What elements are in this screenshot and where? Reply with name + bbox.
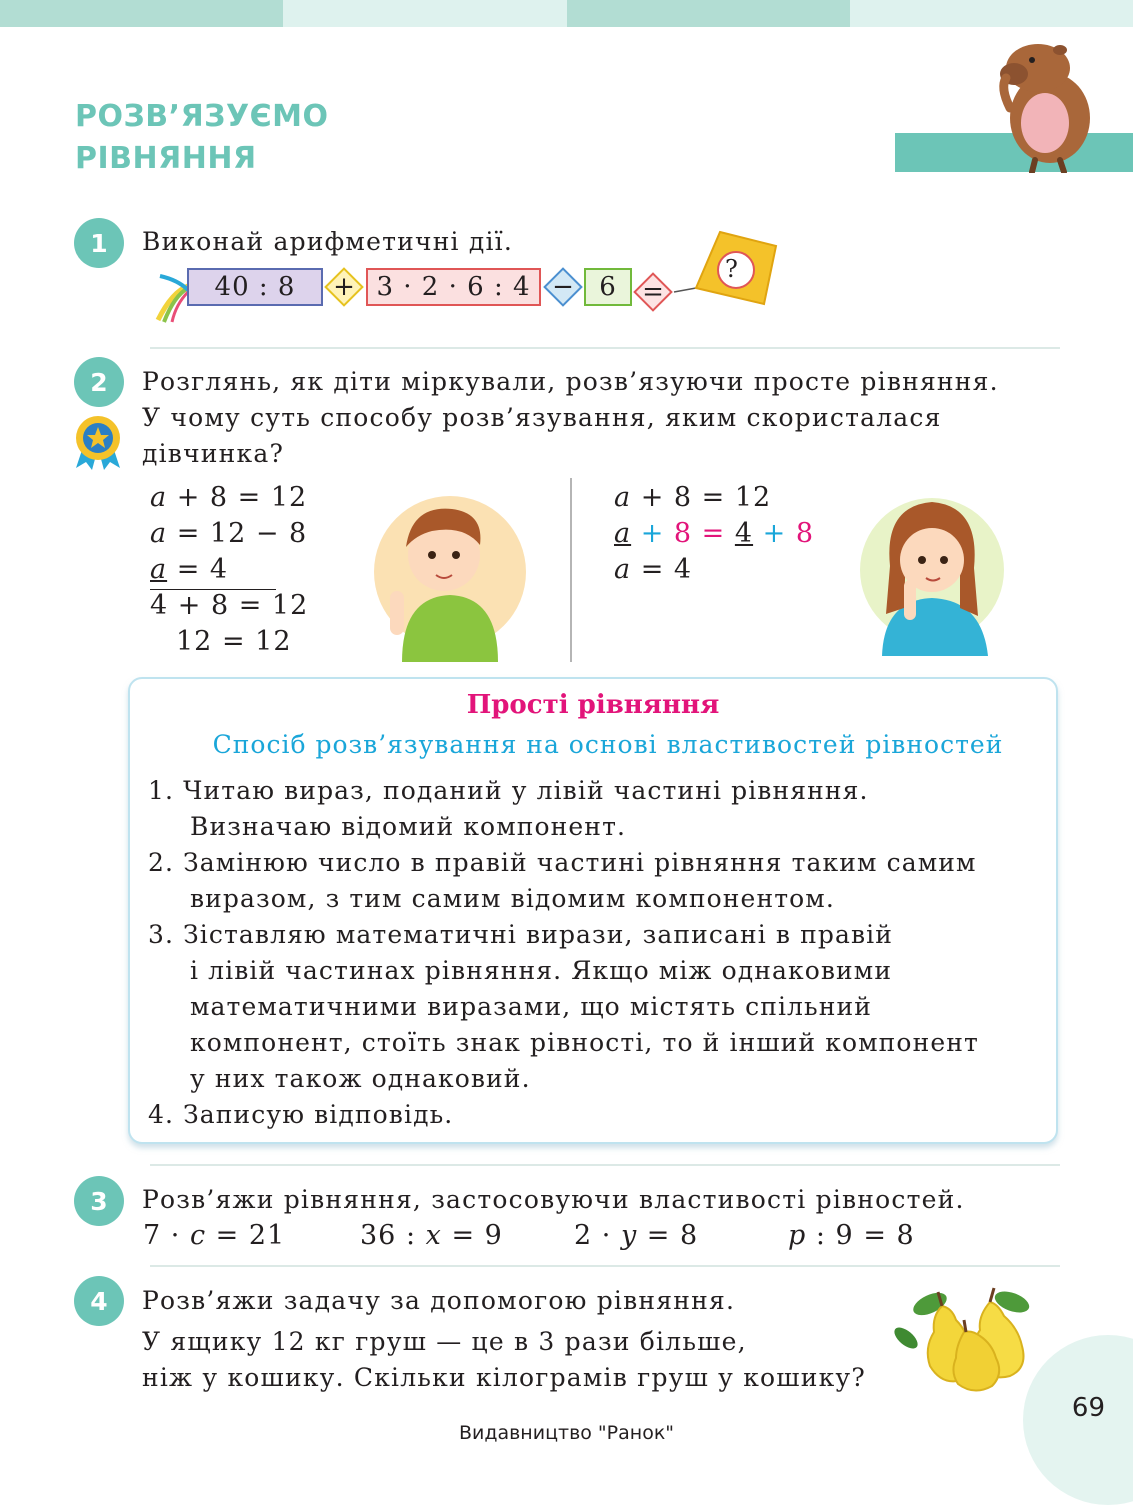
task-4-number: 4 <box>74 1276 124 1326</box>
publisher-footer: Видавництво "Ранок" <box>458 1422 675 1444</box>
girl-illustration <box>860 488 1010 658</box>
rule-subtitle: Спосіб розв’язування на основі властивостей рівностей <box>212 730 1004 759</box>
task-4-line-2: У ящику 12 кг груш — це в 3 рази більше, <box>142 1327 747 1356</box>
equals-sign: = <box>642 277 664 307</box>
rule-item-4: 4. Записую відповідь. <box>148 1100 454 1129</box>
task-3-equation-1 <box>143 1218 285 1254</box>
rule-item-2b: виразом, з тим самим відомим компонентом. <box>190 884 835 913</box>
chain-box-3: 6 <box>584 268 632 306</box>
var: a <box>150 518 168 549</box>
girl-equation-3 <box>614 552 692 588</box>
top-stripe-2 <box>283 0 567 27</box>
var: a <box>614 482 632 513</box>
title-line-1: РОЗВ’ЯЗУЄМО <box>75 99 329 134</box>
eq-post: : 9 = 8 <box>806 1220 915 1251</box>
plus-sign: + <box>333 272 355 302</box>
task-2-line-1: Розглянь, як діти міркували, розв’язуючи просте рівняння. <box>142 367 999 396</box>
eight-pink: 8 <box>673 518 693 549</box>
task-3-text: Розв’яжи рівняння, застосовуючи властивості рівностей. <box>142 1185 965 1214</box>
rule-item-1a: 1. Читаю вираз, поданий у лівій частині рівняння. <box>148 776 869 805</box>
kite-tail-ribbons <box>152 272 192 324</box>
eq-rest: = 12 − 8 <box>167 518 308 549</box>
task-3-equation-3 <box>574 1218 698 1254</box>
separator-3 <box>150 1265 1060 1267</box>
task-2-number: 2 <box>74 357 124 407</box>
page-number: 69 <box>1071 1393 1105 1423</box>
boy-equation-4: 4 + 8 = 12 <box>150 590 309 621</box>
task-2-line-3: дівчинка? <box>142 439 285 468</box>
eq-pre: 36 : <box>360 1220 426 1251</box>
task-2-line-2: У чому суть способу розв’язування, яким скористалася <box>142 403 942 432</box>
task-3-number: 3 <box>74 1176 124 1226</box>
equals-pink: = <box>692 518 735 549</box>
task-3-equation-2 <box>360 1218 503 1254</box>
boy-equation-1 <box>150 480 307 516</box>
eq-rest: = 4 <box>631 554 693 585</box>
rule-item-3e: у них також однаковий. <box>190 1064 531 1093</box>
chain-box-2: 3 · 2 · 6 : 4 <box>366 268 541 306</box>
pears-illustration <box>894 1286 1044 1394</box>
eq-pre: 2 · <box>574 1220 621 1251</box>
plus-cyan-2: + <box>753 518 796 549</box>
capybara-illustration <box>990 38 1110 173</box>
boy-equation-5: 12 = 12 <box>176 626 292 657</box>
girl-equation-2 <box>614 516 814 552</box>
rule-item-1b: Визначаю відомий компонент. <box>190 812 627 841</box>
task-1-text: Виконай арифметичні дії. <box>142 227 514 256</box>
rule-title: Прості рівняння <box>466 690 720 720</box>
rule-item-3d: компонент, стоїть знак рівності, то й інший компонент <box>190 1028 979 1057</box>
boy-equation-3 <box>150 552 228 588</box>
separator-2 <box>150 1164 1060 1166</box>
rule-item-2a: 2. Замінюю число в правій частині рівняння таким самим <box>148 848 977 877</box>
boy-illustration <box>372 487 532 662</box>
eq-post: = 21 <box>206 1220 286 1251</box>
var: a <box>150 554 168 585</box>
top-stripe-4 <box>850 0 1133 27</box>
var: x <box>425 1220 442 1251</box>
boy-equation-2 <box>150 516 307 552</box>
var: a <box>614 554 632 585</box>
solutions-divider <box>570 478 572 662</box>
eq-post: = 9 <box>441 1220 503 1251</box>
var: a <box>614 518 632 549</box>
plus-cyan: + <box>631 518 674 549</box>
eq-rest: + 8 = 12 <box>167 482 308 513</box>
page-title <box>75 96 328 180</box>
title-line-2: РІВНЯННЯ <box>75 141 257 176</box>
four-underlined: 4 <box>734 518 754 549</box>
var: p <box>788 1220 807 1251</box>
eight-pink-2: 8 <box>795 518 815 549</box>
top-stripe-1 <box>0 0 283 27</box>
rule-item-3b: і лівій частинах рівняння. Якщо між однаковими <box>190 956 893 985</box>
eq-rest: + 8 = 12 <box>631 482 772 513</box>
chain-box-1: 40 : 8 <box>187 268 323 306</box>
top-stripe-3 <box>567 0 850 27</box>
task-4-line-1: Розв’яжи задачу за допомогою рівняння. <box>142 1286 736 1315</box>
var: c <box>189 1220 207 1251</box>
task-1-number: 1 <box>74 218 124 268</box>
var: y <box>620 1220 638 1251</box>
eq-rest: = 4 <box>167 554 229 585</box>
rule-item-3c: математичними виразами, що містять спільний <box>190 992 873 1021</box>
var: a <box>150 482 168 513</box>
task-4-line-3: ніж у кошику. Скільки кілограмів груш у кошику? <box>142 1363 866 1392</box>
rule-item-3a: 3. Зіставляю математичні вирази, записані в правій <box>148 920 894 949</box>
eq-pre: 7 · <box>143 1220 190 1251</box>
kite-question: ? <box>725 255 738 283</box>
minus-sign: − <box>552 272 574 302</box>
eq-post: = 8 <box>637 1220 699 1251</box>
separator-1 <box>150 347 1060 349</box>
task-3-equation-4 <box>788 1218 915 1254</box>
girl-equation-1 <box>614 480 771 516</box>
medal-icon <box>70 414 126 472</box>
